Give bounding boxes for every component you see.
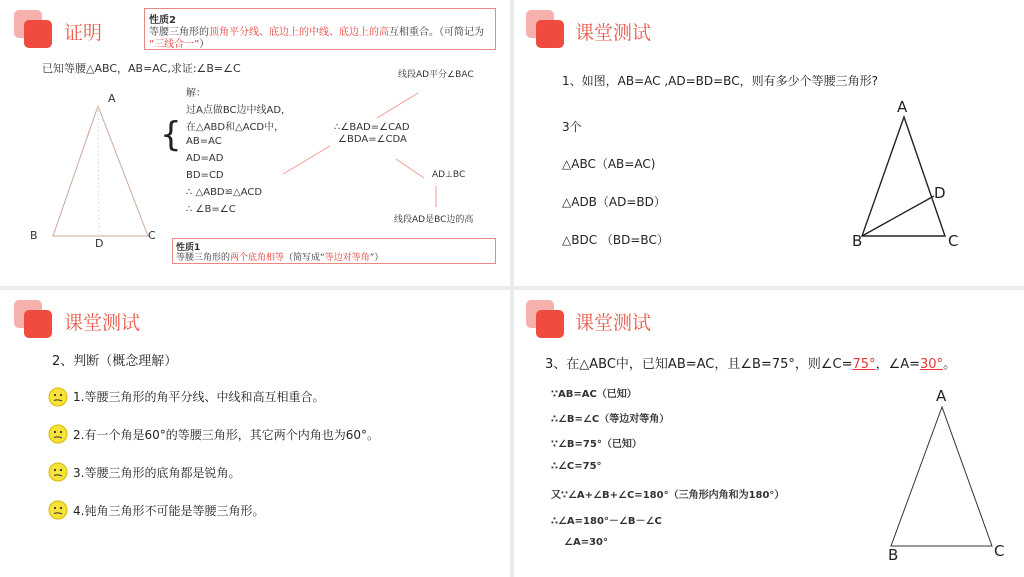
answer-blank: 75° — [852, 357, 876, 372]
logo-icon — [14, 300, 54, 340]
vertex-label-c: C — [948, 232, 959, 250]
answer-item: △ABC（AB=AC) — [562, 157, 656, 171]
answer-text: 3个 — [562, 120, 582, 134]
proof-step: AB=AC — [186, 136, 222, 147]
text: 3、在△ABC中，已知AB=AC，且∠B=75°，则∠C= — [545, 357, 853, 372]
vertex-label-a: A — [108, 92, 116, 105]
thinking-face-icon — [48, 462, 68, 482]
judgement-item: 3.等腰三角形的底角都是锐角。 — [73, 466, 241, 480]
vertex-label-d: D — [934, 184, 946, 202]
proof-step: AD=AD — [186, 153, 224, 164]
highlight: 等边对等角 — [324, 253, 370, 263]
vertex-label-a: A — [897, 98, 908, 116]
section-heading: 2、判断（概念理解） — [52, 354, 178, 369]
angle-statement: ∠BDA=∠CDA — [338, 134, 407, 145]
median-ad — [98, 106, 99, 236]
slide-title: 课堂测试 — [64, 312, 141, 334]
text: （简写成“ — [284, 253, 325, 263]
vertex-label-c: C — [994, 542, 1005, 560]
slide-title: 课堂测试 — [575, 312, 652, 334]
solution-step: 又∵∠A+∠B+∠C=180°（三角形内角和为180°） — [551, 490, 785, 501]
solution-step: ∴∠C=75° — [551, 461, 602, 472]
slide-test-1[interactable] — [514, 0, 1024, 286]
vertex-label-b: B — [888, 546, 899, 564]
proof-step: BD=CD — [186, 170, 224, 181]
triangle-abc — [53, 106, 148, 236]
thinking-face-icon — [48, 424, 68, 444]
solution-step: ∵AB=AC（已知） — [551, 389, 637, 400]
slide-test-3[interactable] — [514, 290, 1024, 577]
text: 等腰三角形的 — [176, 253, 231, 263]
text: ） — [199, 39, 210, 50]
vertex-label-a: A — [936, 387, 947, 405]
solution-step: ∵∠B=75°（已知） — [551, 439, 642, 450]
note-bisect: 线段AD平分∠BAC — [398, 70, 474, 80]
thinking-face-icon — [48, 500, 68, 520]
solution-heading: 解： — [186, 88, 206, 99]
vertex-label-c: C — [148, 229, 156, 242]
vertex-label-b: B — [30, 229, 38, 242]
brace-symbol: { — [160, 115, 182, 155]
property1-heading: 性质1 — [176, 243, 201, 253]
proof-step: 过A点做BC边中线AD， — [186, 105, 292, 116]
vertex-label-b: B — [852, 232, 863, 250]
property2-heading: 性质2 — [149, 15, 176, 26]
judgement-item: 4.钝角三角形不可能是等腰三角形。 — [73, 504, 265, 518]
thinking-face-icon — [48, 387, 68, 407]
note-perpendicular: AD⊥BC — [432, 170, 466, 180]
triangle-diagram — [514, 290, 1024, 577]
given-statement: 已知等腰△ABC，AB=AC,求证:∠B=∠C — [42, 62, 241, 75]
arrow-line — [396, 159, 424, 178]
answer-item: △BDC （BD=BC） — [562, 233, 669, 247]
text: ”） — [369, 253, 384, 263]
proof-step: ∴ ∠B=∠C — [186, 204, 236, 215]
text: 等腰三角形的 — [149, 27, 209, 38]
vertex-label-d: D — [95, 237, 104, 250]
text: 互相重合。（可简记为 — [389, 27, 484, 38]
proof-step: ∴ △ABD≌△ACD — [186, 187, 263, 198]
triangle-abc — [891, 407, 992, 546]
judgement-item: 2.有一个角是60°的等腰三角形，其它两个内角也为60°。 — [73, 428, 379, 442]
segment-bd — [862, 196, 934, 236]
solution-step: ∠A=30° — [564, 537, 608, 548]
property1-box — [172, 238, 496, 264]
solution-step: ∴∠A=180°－∠B－∠C — [551, 516, 662, 527]
arrow-line — [283, 146, 330, 174]
proof-step: 在△ABD和△ACD中， — [186, 122, 285, 133]
question-text: 1、如图，AB=AC ,AD=BD=BC，则有多少个等腰三角形? — [562, 74, 878, 88]
property1-line — [176, 250, 383, 263]
slide-test-2[interactable] — [0, 290, 510, 577]
triangle-abc — [862, 117, 945, 236]
judgement-item: 1.等腰三角形的角平分线、中线和高互相重合。 — [73, 390, 325, 404]
angle-statement: ∴∠BAD=∠CAD — [334, 122, 410, 133]
answer-blank: 30° — [920, 357, 944, 372]
highlight: “三线合一” — [149, 39, 200, 50]
text: ，∠A= — [875, 357, 921, 372]
arrow-line — [377, 93, 418, 118]
highlight: 顶角平分线、底边上的中线、底边上的高 — [209, 27, 389, 38]
solution-step: ∴∠B=∠C（等边对等角） — [551, 414, 670, 425]
slide-proof[interactable] — [0, 0, 510, 286]
text: 。 — [943, 357, 957, 372]
slide-title: 课堂测试 — [575, 22, 652, 44]
answer-item: △ADB（AD=BD） — [562, 195, 666, 209]
slide-title: 证明 — [64, 22, 103, 44]
note-height: 线段AD是BC边的高 — [394, 215, 474, 225]
highlight: 两个底角相等 — [230, 253, 285, 263]
